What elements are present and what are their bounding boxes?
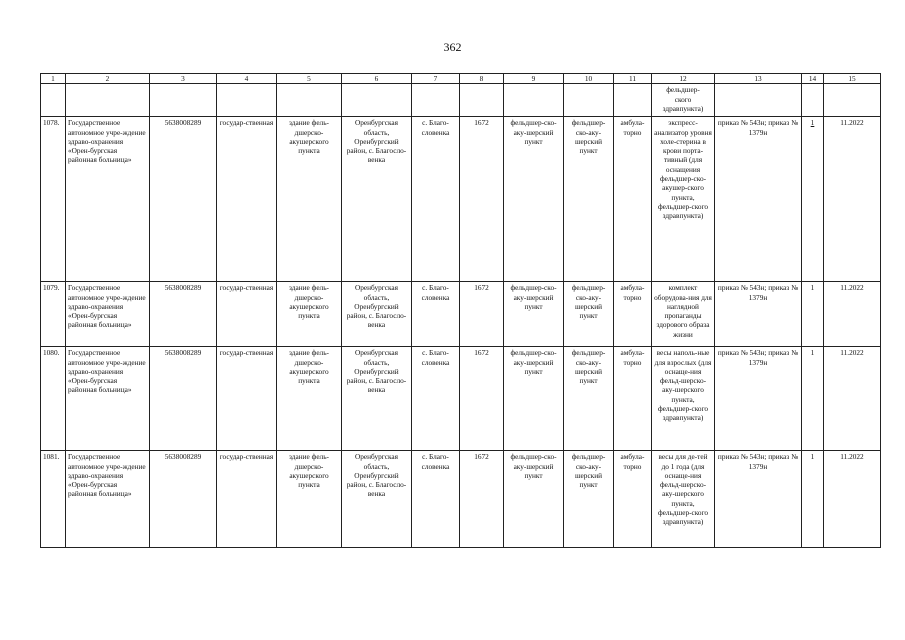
quantity-cell: 1 bbox=[802, 282, 824, 347]
unit-type-cell: фельдшер-ско-аку-шерский пункт bbox=[504, 282, 564, 347]
header-cell: 1 bbox=[41, 74, 66, 84]
date-cell: 11.2022 bbox=[824, 347, 881, 451]
unit-name-cell: фельдшер-ско-аку-шерский пункт bbox=[564, 117, 614, 282]
care-type-cell: амбула-торно bbox=[614, 117, 652, 282]
care-type-cell: амбула-торно bbox=[614, 347, 652, 451]
settlement-cell: с. Благо-словенка bbox=[412, 451, 460, 548]
continuation-equipment-cell: фельдшер- ского здравпункта) bbox=[652, 84, 715, 117]
ownership-cell: государ-ственная bbox=[217, 117, 277, 282]
equipment-cell: экспресс-анализатор уровня холе-стерина в крови порта-тивный (для оснащения фельдшер-ско-акушер-ского пункта, фельдшер-ского здравпункта) bbox=[652, 117, 715, 282]
settlement-cell: с. Благо-словенка bbox=[412, 117, 460, 282]
settlement-cell: с. Благо-словенка bbox=[412, 347, 460, 451]
building-cell: здание фель-дшерско-акушерского пункта bbox=[277, 117, 342, 282]
table-row bbox=[41, 451, 881, 548]
header-cell: 7 bbox=[412, 74, 460, 84]
date-cell: 11.2022 bbox=[824, 451, 881, 548]
ownership-cell: государ-ственная bbox=[217, 347, 277, 451]
order-cell: приказ № 543н; приказ № 1379н bbox=[715, 347, 802, 451]
header-cell: 8 bbox=[460, 74, 504, 84]
header-cell: 14 bbox=[802, 74, 824, 84]
header-cell: 9 bbox=[504, 74, 564, 84]
organization-cell: Государственное автономное учре-ждение здраво-охранения «Орен-бургская районная больница» bbox=[66, 347, 150, 451]
building-cell: здание фель-дшерско-акушерского пункта bbox=[277, 282, 342, 347]
unit-name-cell: фельдшер-ско-аку-шерский пункт bbox=[564, 347, 614, 451]
address-cell: Оренбургская область, Оренбургский район, с. Благосло-венка bbox=[342, 451, 412, 548]
header-cell: 13 bbox=[715, 74, 802, 84]
inn-cell: 5638008289 bbox=[150, 282, 217, 347]
quantity-cell: 1 bbox=[802, 347, 824, 451]
header-row bbox=[41, 74, 881, 84]
date-cell: 11.2022 bbox=[824, 282, 881, 347]
care-type-cell: амбула-торно bbox=[614, 451, 652, 548]
code-cell: 1672 bbox=[460, 282, 504, 347]
address-cell: Оренбургская область, Оренбургский район, с. Благосло-венка bbox=[342, 347, 412, 451]
quantity-cell: 1 bbox=[802, 451, 824, 548]
continuation-row bbox=[41, 84, 881, 117]
inn-cell: 5638008289 bbox=[150, 117, 217, 282]
organization-cell: Государственное автономное учре-ждение здраво-охранения «Орен-бургская районная больница» bbox=[66, 117, 150, 282]
organization-cell: Государственное автономное учре-ждение здраво-охранения «Орен-бургская районная больница» bbox=[66, 451, 150, 548]
order-cell: приказ № 543н; приказ № 1379н bbox=[715, 282, 802, 347]
code-cell: 1672 bbox=[460, 117, 504, 282]
inn-cell: 5638008289 bbox=[150, 347, 217, 451]
header-cell: 12 bbox=[652, 74, 715, 84]
inn-cell: 5638008289 bbox=[150, 451, 217, 548]
order-cell: приказ № 543н; приказ № 1379н bbox=[715, 451, 802, 548]
unit-type-cell: фельдшер-ско-аку-шерский пункт bbox=[504, 347, 564, 451]
page-number: 362 bbox=[443, 40, 462, 54]
header-cell: 10 bbox=[564, 74, 614, 84]
address-cell: Оренбургская область, Оренбургский район, с. Благосло-венка bbox=[342, 117, 412, 282]
building-cell: здание фель-дшерско-акушерского пункта bbox=[277, 451, 342, 548]
row-number: 1081. bbox=[41, 451, 66, 548]
quantity-cell: 1 bbox=[802, 117, 824, 282]
table-row bbox=[41, 347, 881, 451]
address-cell: Оренбургская область, Оренбургский район, с. Благосло-венка bbox=[342, 282, 412, 347]
equipment-cell: весы наполь-ные для взрослых (для оснаще-ния фельд-шерско-аку-шерского пункта, фельдшер-ского здравпункта) bbox=[652, 347, 715, 451]
table-row bbox=[41, 117, 881, 282]
header-cell: 11 bbox=[614, 74, 652, 84]
header-cell: 5 bbox=[277, 74, 342, 84]
ownership-cell: государ-ственная bbox=[217, 451, 277, 548]
building-cell: здание фель-дшерско-акушерского пункта bbox=[277, 347, 342, 451]
organization-cell: Государственное автономное учре-ждение здраво-охранения «Орен-бургская районная больница» bbox=[66, 282, 150, 347]
code-cell: 1672 bbox=[460, 347, 504, 451]
unit-type-cell: фельдшер-ско-аку-шерский пункт bbox=[504, 451, 564, 548]
header-cell: 6 bbox=[342, 74, 412, 84]
header-cell: 15 bbox=[824, 74, 881, 84]
settlement-cell: с. Благо-словенка bbox=[412, 282, 460, 347]
ownership-cell: государ-ственная bbox=[217, 282, 277, 347]
row-number: 1079. bbox=[41, 282, 66, 347]
care-type-cell: амбула-торно bbox=[614, 282, 652, 347]
row-number: 1078. bbox=[41, 117, 66, 282]
unit-name-cell: фельдшер-ско-аку-шерский пункт bbox=[564, 451, 614, 548]
equipment-cell: комплект оборудова-ния для наглядной пропаганды здорового образа жизни bbox=[652, 282, 715, 347]
row-number: 1080. bbox=[41, 347, 66, 451]
unit-type-cell: фельдшер-ско-аку-шерский пункт bbox=[504, 117, 564, 282]
registry-table bbox=[40, 73, 881, 548]
order-cell: приказ № 543н; приказ № 1379н bbox=[715, 117, 802, 282]
date-cell: 11.2022 bbox=[824, 117, 881, 282]
header-cell: 2 bbox=[66, 74, 150, 84]
header-cell: 3 bbox=[150, 74, 217, 84]
unit-name-cell: фельдшер-ско-аку-шерский пункт bbox=[564, 282, 614, 347]
equipment-cell: весы для де-тей до 1 года (для оснаще-ния фельд-шерско-аку-шерского пункта, фельдшер-ского здравпункта) bbox=[652, 451, 715, 548]
table-row bbox=[41, 282, 881, 347]
code-cell: 1672 bbox=[460, 451, 504, 548]
header-cell: 4 bbox=[217, 74, 277, 84]
